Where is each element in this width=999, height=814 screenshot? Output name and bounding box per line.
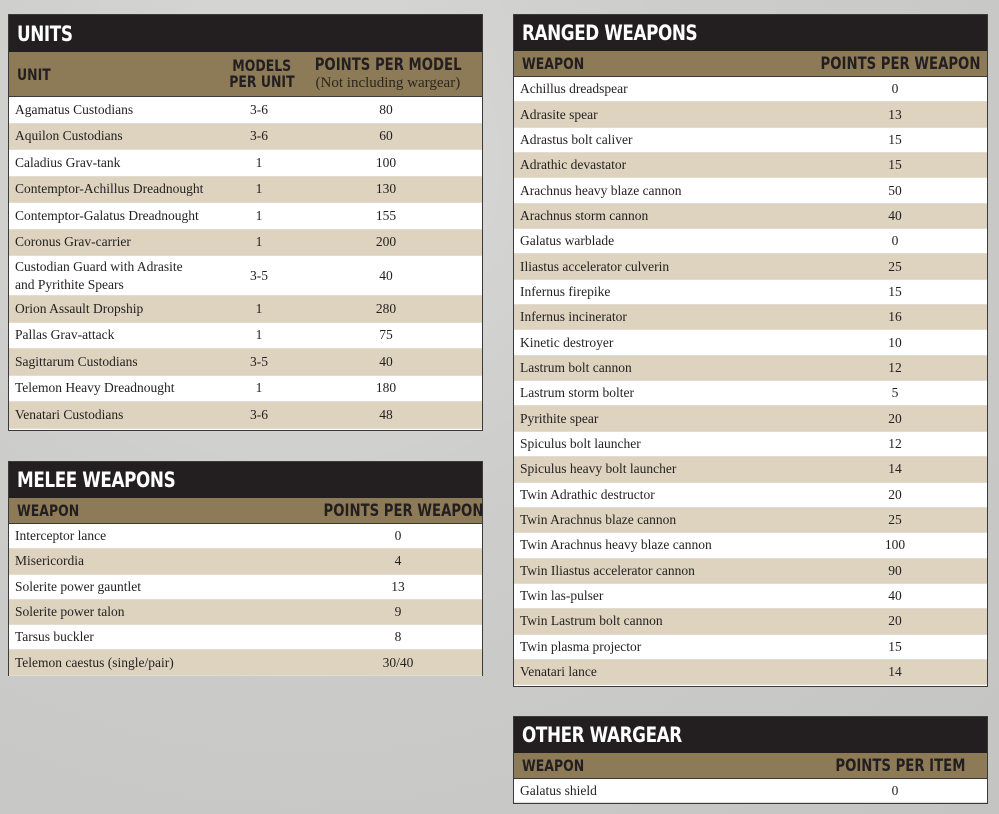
unit-name-line: Venatari Custodians: [15, 406, 124, 422]
unit-name: [9, 326, 227, 344]
table-row: [514, 77, 987, 102]
weapon-name: Kinetic destroyer: [520, 334, 614, 350]
ranged-body: [514, 77, 987, 685]
table-row: [514, 483, 987, 508]
table-row: [514, 660, 987, 685]
weapon-name: Twin las-pulser: [520, 588, 604, 604]
weapon-points: 16: [888, 309, 902, 325]
weapon-points: 100: [884, 537, 906, 553]
weapon-points: 25: [888, 258, 902, 274]
weapon-points: 50: [888, 182, 902, 198]
weapon-name: Lastrum bolt cannon: [520, 359, 632, 375]
unit-points: 130: [375, 181, 397, 197]
unit-points: 155: [375, 207, 397, 223]
weapon-points: 10: [888, 334, 902, 350]
table-row: [9, 349, 482, 376]
table-row: [514, 381, 987, 406]
header-points-per-model: POINTS PER MODEL: [314, 55, 462, 75]
ranged-table: [513, 14, 988, 687]
weapon-name: Solerite power talon: [15, 604, 125, 620]
weapon-points: 9: [394, 604, 402, 620]
weapon-points: 0: [394, 528, 402, 544]
unit-models: 1: [255, 234, 263, 250]
unit-name-line: Agamatus Custodians: [15, 101, 134, 117]
weapon-name: Adrastus bolt caliver: [520, 131, 633, 147]
weapon-points: 13: [391, 578, 405, 594]
ranged-title: RANGED WEAPONS: [514, 15, 987, 51]
weapon-name: Arachnus storm cannon: [520, 207, 649, 223]
melee-title: MELEE WEAPONS: [9, 462, 482, 498]
table-row: [9, 296, 482, 323]
weapon-points: 90: [888, 562, 902, 578]
table-row: [9, 150, 482, 177]
weapon-name: Twin Arachnus blaze cannon: [520, 512, 677, 528]
unit-points: 180: [375, 380, 397, 396]
header-unit: UNIT: [17, 64, 51, 84]
weapon-points: 40: [888, 588, 902, 604]
weapon-name: Interceptor lance: [15, 528, 107, 544]
table-row: [9, 600, 482, 625]
header-models-1: MODELS: [232, 56, 292, 75]
unit-name-line: Coronus Grav-carrier: [15, 234, 131, 250]
unit-name: [9, 154, 227, 172]
unit-name-line: Caladius Grav-tank: [15, 154, 121, 170]
table-row: [514, 508, 987, 533]
unit-models: 1: [255, 300, 263, 316]
weapon-name: Spiculus heavy bolt launcher: [520, 461, 677, 477]
weapon-points: 20: [888, 410, 902, 426]
melee-body: [9, 524, 482, 676]
unit-name-line: Contemptor-Galatus Dreadnought: [15, 207, 199, 223]
weapon-name: Spiculus bolt launcher: [520, 435, 641, 451]
units-title: UNITS: [9, 15, 482, 52]
header-points-note: (Not including wargear): [315, 75, 461, 91]
weapon-name: Achillus dreadspear: [520, 81, 628, 97]
units-body: [9, 97, 482, 429]
weapon-name: Twin Arachnus heavy blaze cannon: [520, 537, 712, 553]
table-row: [514, 584, 987, 609]
weapon-name: Adrasite spear: [520, 106, 598, 122]
weapon-points: 40: [888, 207, 902, 223]
header-models-2: PER UNIT: [229, 72, 295, 91]
table-row: [514, 229, 987, 254]
table-row: [9, 177, 482, 204]
table-row: [9, 376, 482, 403]
unit-name: [9, 353, 227, 371]
unit-models: 1: [255, 181, 263, 197]
weapon-points: 20: [888, 486, 902, 502]
table-row: [9, 97, 482, 124]
table-row: [514, 779, 987, 803]
unit-name: [9, 379, 227, 397]
other-header: [514, 753, 987, 779]
unit-points: 60: [379, 128, 393, 144]
table-row: [514, 280, 987, 305]
unit-models: 3-6: [250, 406, 268, 422]
other-header-weapon: WEAPON: [522, 756, 585, 775]
ranged-header-weapon: WEAPON: [522, 54, 585, 73]
unit-points: 40: [379, 353, 393, 369]
weapon-name: Tarsus buckler: [15, 629, 94, 645]
table-row: [514, 254, 987, 279]
weapon-name: Telemon caestus (single/pair): [15, 654, 174, 670]
unit-models: 1: [255, 327, 263, 343]
weapon-name: Infernus incinerator: [520, 309, 627, 325]
table-row: [514, 330, 987, 355]
unit-models: 1: [255, 380, 263, 396]
weapon-points: 15: [888, 157, 902, 173]
weapon-points: 15: [888, 283, 902, 299]
table-row: [9, 524, 482, 549]
weapon-points: 12: [888, 435, 902, 451]
table-row: [9, 625, 482, 650]
unit-name-line: Telemon Heavy Dreadnought: [15, 380, 175, 396]
unit-models: 3-6: [250, 128, 268, 144]
unit-name: [9, 406, 227, 424]
weapon-name: Lastrum storm bolter: [520, 385, 634, 401]
other-title: OTHER WARGEAR: [514, 717, 987, 753]
table-row: [514, 559, 987, 584]
table-row: [514, 356, 987, 381]
melee-table: [8, 461, 483, 676]
unit-name-line: Sagittarum Custodians: [15, 353, 138, 369]
table-row: [9, 203, 482, 230]
unit-name: [9, 101, 227, 119]
weapon-points: 4: [394, 553, 402, 569]
table-row: [9, 402, 482, 429]
table-row: [9, 549, 482, 574]
weapon-points: 13: [888, 106, 902, 122]
weapon-name: Iliastus accelerator culverin: [520, 258, 670, 274]
table-row: [9, 256, 482, 296]
unit-models: 3-6: [250, 101, 268, 117]
unit-name-line: Contemptor-Achillus Dreadnought: [15, 181, 204, 197]
units-table: [8, 14, 483, 431]
unit-points: 80: [379, 101, 393, 117]
weapon-name: Galatus shield: [520, 782, 597, 798]
unit-name-line: Custodian Guard with Adrasite: [15, 258, 183, 274]
unit-name: [9, 258, 227, 294]
unit-points: 200: [375, 234, 397, 250]
other-wargear-table: [513, 716, 988, 804]
weapon-name: Infernus firepike: [520, 283, 611, 299]
weapon-points: 14: [888, 461, 902, 477]
weapon-points: 5: [891, 385, 899, 401]
table-row: [9, 650, 482, 675]
unit-points: 40: [379, 267, 393, 283]
table-row: [514, 178, 987, 203]
unit-name: [9, 180, 227, 198]
table-row: [514, 609, 987, 634]
table-row: [514, 432, 987, 457]
weapon-points: 8: [394, 629, 402, 645]
unit-name-line: Aquilon Custodians: [15, 128, 123, 144]
table-row: [9, 575, 482, 600]
weapon-points: 25: [888, 512, 902, 528]
weapon-points: 15: [888, 131, 902, 147]
weapon-name: Galatus warblade: [520, 233, 615, 249]
other-header-points: POINTS PER ITEM: [835, 755, 966, 776]
table-row: [514, 457, 987, 482]
unit-name: [9, 300, 227, 318]
table-row: [514, 635, 987, 660]
unit-models: 1: [255, 207, 263, 223]
weapon-name: Twin Iliastus accelerator cannon: [520, 562, 695, 578]
weapon-points: 30/40: [382, 654, 414, 670]
unit-models: 1: [255, 154, 263, 170]
unit-name: [9, 207, 227, 225]
unit-points: 75: [379, 327, 393, 343]
weapon-name: Arachnus heavy blaze cannon: [520, 182, 682, 198]
table-row: [514, 305, 987, 330]
unit-name-line: Pallas Grav-attack: [15, 327, 115, 343]
table-row: [514, 128, 987, 153]
weapon-name: Pyrithite spear: [520, 410, 599, 426]
table-row: [514, 204, 987, 229]
table-row: [9, 124, 482, 151]
unit-points: 48: [379, 406, 393, 422]
weapon-points: 12: [888, 359, 902, 375]
weapon-points: 0: [891, 81, 899, 97]
other-body: [514, 779, 987, 803]
units-header: [9, 52, 482, 97]
melee-header: [9, 498, 482, 524]
table-row: [514, 406, 987, 431]
weapon-name: Solerite power gauntlet: [15, 578, 141, 594]
table-row: [514, 102, 987, 127]
weapon-name: Twin plasma projector: [520, 638, 642, 654]
weapon-points: 15: [888, 638, 902, 654]
melee-header-points: POINTS PER WEAPON: [323, 500, 483, 521]
unit-models: 3-5: [250, 353, 268, 369]
weapon-name: Venatari lance: [520, 664, 597, 680]
unit-models: 3-5: [250, 267, 268, 283]
unit-name-line: Orion Assault Dropship: [15, 300, 144, 316]
weapon-points: 0: [891, 782, 899, 798]
table-row: [514, 153, 987, 178]
ranged-header: [514, 51, 987, 77]
weapon-points: 0: [891, 233, 899, 249]
weapon-name: Twin Adrathic destructor: [520, 486, 655, 502]
unit-name: [9, 127, 227, 145]
unit-points: 100: [375, 154, 397, 170]
weapon-name: Twin Lastrum bolt cannon: [520, 613, 663, 629]
unit-name-line: and Pyrithite Spears: [15, 276, 124, 292]
table-row: [9, 230, 482, 257]
table-row: [514, 533, 987, 558]
weapon-name: Misericordia: [15, 553, 84, 569]
unit-name: [9, 233, 227, 251]
weapon-points: 14: [888, 664, 902, 680]
weapon-name: Adrathic devastator: [520, 157, 627, 173]
weapon-points: 20: [888, 613, 902, 629]
table-row: [9, 323, 482, 350]
unit-points: 280: [375, 300, 397, 316]
ranged-header-points: POINTS PER WEAPON: [820, 53, 980, 74]
melee-header-weapon: WEAPON: [17, 501, 80, 520]
